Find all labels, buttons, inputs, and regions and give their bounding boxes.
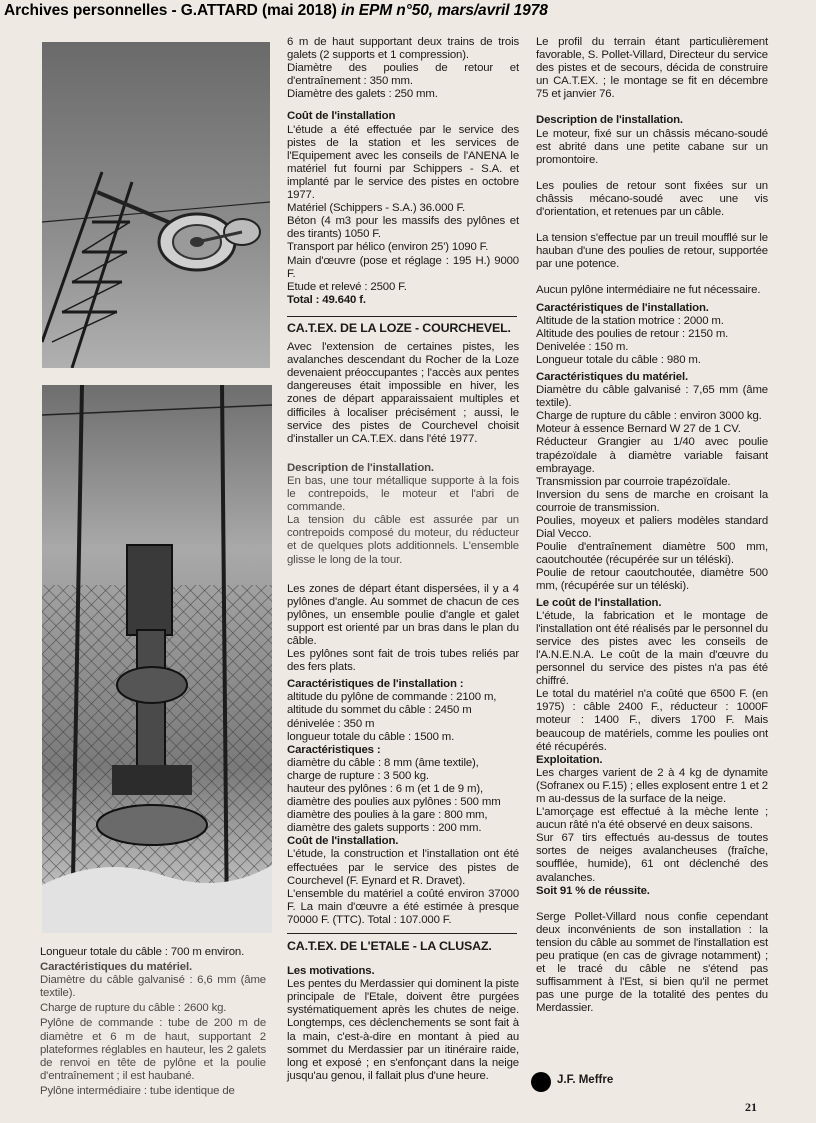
loze-tower: En bas, une tour métallique supporte à la fois le contrepoids, le moteur et l'abri de commande.	[287, 474, 519, 514]
c3-alt-poulies: Altitude des poulies de retour : 2150 m.	[536, 327, 729, 340]
c3-diam-cable: Diamètre du câble galvanisé : 7,65 mm (âme textile).	[536, 384, 768, 410]
loze-alt-commande: altitude du pylône de commande : 2100 m,	[287, 691, 497, 704]
c1-cable-diameter: Diamètre du câble galvanisé : 6,6 mm (âme textile).	[40, 974, 266, 1000]
loze-etude: L'étude, la construction et l'installation ont été effectuées par le service des pistes de Courchevel (F. Eynard et R. Dravet).	[287, 848, 519, 887]
loze-hauteur-pylones: hauteur des pylônes : 6 m (et 1 de 9 m),	[287, 783, 483, 795]
c3-reussite: Soit 91 % de réussite.	[536, 884, 650, 897]
c3-poulie-entrainement: Poulie d'entraînement diamètre 500 mm, caoutchoutée (récupérée sur un téléski).	[536, 541, 768, 567]
c3-heading-desc: Description de l'installation.	[536, 114, 683, 127]
c3-inconvenients: Serge Pollet-Villard nous confie cependant deux inconvénients de son installation : la tension du câble au sommet de l'installation est peu pratique (en cas de givrage notamment) ; et le tracé du câble ne s'étend pas suffisamment à l'Est, si bien qu'il ne permet pas une purge de la totalité des pentes du Merdassier.	[536, 910, 768, 1015]
photo-pylon-pulley	[42, 42, 270, 368]
header-italic: in EPM n°50, mars/avril 1978	[341, 2, 548, 19]
c2-main-oeuvre-cost: Main d'œuvre (pose et réglage : 195 H.) 9000 F.	[287, 254, 519, 280]
loze-heading-carac: Caractéristiques de l'installation :	[287, 678, 464, 691]
c1-rupture: Charge de rupture du câble : 2600 kg.	[40, 1002, 227, 1015]
loze-diam-poulies-pylones: diamètre des poulies aux pylônes : 500 mm	[287, 796, 501, 809]
loze-pylones: Les pylônes sont fait de trois tubes reliés par des fers plats.	[287, 648, 519, 674]
c3-heading-materiel: Caractéristiques du matériel.	[536, 370, 689, 383]
c1-heading-materiel: Caractéristiques du matériel.	[40, 961, 193, 974]
c3-moteur: Le moteur, fixé sur un châssis mécano-soudé est abrité dans une petite cabane sur un promontoire.	[536, 127, 768, 166]
c2-total-cost: Total : 49.640 f.	[287, 293, 366, 306]
c3-carac-list	[536, 315, 768, 367]
loze-denivelee: dénivelée : 350 m	[287, 717, 375, 730]
c3-longueur: Longueur totale du câble : 980 m.	[536, 353, 701, 366]
c2-etude-cost: Etude et relevé : 2500 F.	[287, 280, 407, 293]
c3-moteur-essence: Moteur à essence Bernard W 27 de 1 CV.	[536, 423, 741, 436]
loze-zones: Les zones de départ étant dispersées, il y a 4 pylônes d'angle. Au sommet de chacun de ces pylônes, un ensemble poulie d'angle et galet support est orienté par un bras dans le plan du câble.	[287, 582, 519, 647]
author-signature: J.F. Meffre	[557, 1074, 614, 1086]
loze-carac-list	[287, 691, 519, 743]
c1-pylone-intermediaire: Pylône intermédiaire : tube identique de	[40, 1084, 235, 1097]
c3-poulie-retour: Poulie de retour caoutchoutée, diamètre 500 mm, (récupérée sur un téléski).	[536, 567, 768, 593]
c2-galets-diameter: Diamètre des galets : 250 mm.	[287, 88, 438, 101]
column-1-text	[40, 946, 266, 1107]
c3-transmission: Transmission par courroie trapézoïdale.	[536, 475, 731, 488]
c3-amorcage: L'amorçage est effectué à la mèche lente ; aucun râté n'a été observé en deux saisons.	[536, 806, 768, 832]
c2-heading-cout: Coût de l'installation	[287, 110, 396, 123]
loze-total: L'ensemble du matériel a coûté environ 37000 F. La main d'œuvre a été estimée à presque 70000 F. (TTC). Total : 107.000 F.	[287, 887, 519, 926]
c3-total-materiel: Le total du matériel n'a coûté que 6500 F. (en 1975) : câble 2400 F., réducteur : 1000F moteur : 1400 F., divers 1700 F. Mais beaucoup de matériels, comme les poulies ont été récupérés.	[536, 688, 768, 753]
c3-reducteur: Réducteur Grangier au 1/40 avec poulie trapézoïdale à diamètre variable faisant embrayage.	[536, 436, 768, 475]
etale-motivations: Les pentes du Merdassier qui dominent la piste principale de l'Etale, doivent être purgées systématiquement après les chutes de neige. Longtemps, ces déclenchements se sont fait à la main, c'est-à-dire en montant à pied au sommet du Merdassier par un itinéraire raide, long et exposé ; en s'enfonçant dans la neige jusqu'au genou, il fallait plus d'une heure.	[287, 978, 519, 1082]
column-2-top-text	[287, 36, 519, 307]
loze-diam-cable: diamètre du câble : 8 mm (âme textile),	[287, 756, 479, 769]
loze-heading-cout: Coût de l'installation.	[287, 835, 399, 848]
loze-title: CA.T.EX. DE LA LOZE - COURCHEVEL.	[287, 321, 511, 335]
loze-diam-poulies-gare: diamètre des poulies à la gare : 800 mm,	[287, 809, 488, 822]
c3-poulies-retour: Les poulies de retour sont fixées sur un châssis mécano-soudé avec une vis d'orientation, et retenues par un câble.	[536, 179, 768, 219]
loze-alt-sommet: altitude du sommet du câble : 2450 m	[287, 704, 472, 717]
column-2-etale-text	[287, 940, 519, 1092]
column-3-text	[536, 36, 768, 1024]
c3-heading-carac: Caractéristiques de l'installation.	[536, 301, 709, 314]
loze-rupture: charge de rupture : 3 500 kg.	[287, 769, 429, 782]
c2-poulies-diameter: Diamètre des poulies de retour et d'entraînement : 350 mm.	[287, 62, 519, 88]
c3-heading-exploitation: Exploitation.	[536, 753, 603, 766]
loze-carac2-list	[287, 757, 519, 836]
archive-header	[4, 2, 548, 20]
c3-etude: L'étude, la fabrication et le montage de l'installation ont été réalisés par le personnel du service des pistes avec les conseils de l'A.N.E.N.A. Le coût de la main d'œuvre du personnel du service des pistes n'a pas été chiffré.	[536, 609, 768, 688]
loze-heading-desc: Description de l'installation.	[287, 461, 434, 474]
c3-heading-cout: Le coût de l'installation.	[536, 596, 662, 609]
c3-charges: Les charges varient de 2 à 4 kg de dynamite (Sofranex ou F.15) ; elles explosent entre 1 et 2 m au-dessus de la surface de la neige.	[536, 766, 768, 805]
c2-beton-cost: Béton (4 m3 pour les massifs des pylônes et des tirants) 1050 F.	[287, 215, 519, 241]
photo-control-tower	[42, 385, 272, 933]
loze-heading-carac2: Caractéristiques :	[287, 743, 381, 756]
etale-heading-motiv: Les motivations.	[287, 965, 375, 978]
c3-rupture: Charge de rupture du câble : environ 3000 kg.	[536, 410, 762, 423]
loze-tension: La tension du câble est assurée par un contrepoids composé du moteur, du réducteur et de quelques plots additionnels. L'ensemble glisse le long de la tour.	[287, 514, 519, 566]
c3-alt-motrice: Altitude de la station motrice : 2000 m.	[536, 314, 724, 327]
header-main: Archives personnelles - G.ATTARD (mai 2018)	[4, 2, 341, 19]
divider-loze	[287, 316, 517, 317]
c1-pylone-commande: Pylône de commande : tube de 200 m de diamètre et 6 m de haut, supportant 2 plateformes réglables en hauteur, les 2 galets de renvoi en tête de pylône et la poulie d'entraînement ; il est haubané.	[40, 1017, 266, 1082]
end-bullet	[531, 1072, 551, 1092]
c3-tension: La tension s'effectue par un treuil moufflé sur le hauban d'une des poulies de retour, supportée par une potence.	[536, 232, 768, 271]
c3-poulies-standard: Poulies, moyeux et paliers modèles standard Dial Vecco.	[536, 515, 768, 541]
c3-inversion: Inversion du sens de marche en croisant la courroie de transmission.	[536, 488, 768, 514]
column-2-loze-text	[287, 322, 519, 941]
loze-intro: Avec l'extension de certaines pistes, les avalanches descendant du Rocher de la Loze devenaient préoccupantes ; l'accès aux pentes dangereuses était impossible en hiver, les zones de départ apparaissaient multiples et difficiles à localiser précisément ; aussi, le service des pistes de Courchevel choisit d'installer un CA.T.EX. dans l'été 1977.	[287, 341, 519, 445]
loze-longueur: longueur totale du câble : 1500 m.	[287, 730, 455, 743]
c2-galets-train: 6 m de haut supportant deux trains de trois galets (2 supports et 1 compression).	[287, 36, 519, 62]
c2-etude: L'étude a été effectuée par le service des pistes de la station et les services de l'Equipement avec les conseils de l'ANENA le matériel fut fourni par Schippers - S.A. et implanté par le service des pistes en octobre 1977.	[287, 123, 519, 202]
divider-etale	[287, 933, 517, 934]
c3-profil: Le profil du terrain étant particulièrement favorable, S. Pollet-Villard, Directeur du service des pistes et de secours, décida de construire un CA.T.EX. ; le montage se fit en décembre 75 et janvier 76.	[536, 36, 768, 101]
page-number: 21	[745, 1100, 757, 1114]
c3-aucun-pylone: Aucun pylône intermédiaire ne fut nécessaire.	[536, 284, 761, 297]
loze-diam-galets: diamètre des galets supports : 200 mm.	[287, 822, 482, 835]
c3-denivelee: Denivelée : 150 m.	[536, 340, 629, 353]
c2-transport-cost: Transport par hélico (environ 25') 1090 F.	[287, 241, 489, 254]
c2-materiel-cost: Matériel (Schippers - S.A.) 36.000 F.	[287, 202, 466, 215]
etale-title: CA.T.EX. DE L'ETALE - LA CLUSAZ.	[287, 939, 492, 953]
c3-tirs: Sur 67 tirs effectués au-dessus de toutes sortes de neiges avalancheuses (fraîche, soufflée, humide), 61 ont déclenché des avalanches.	[536, 832, 768, 884]
c1-cable-length: Longueur totale du câble : 700 m environ.	[40, 946, 245, 958]
